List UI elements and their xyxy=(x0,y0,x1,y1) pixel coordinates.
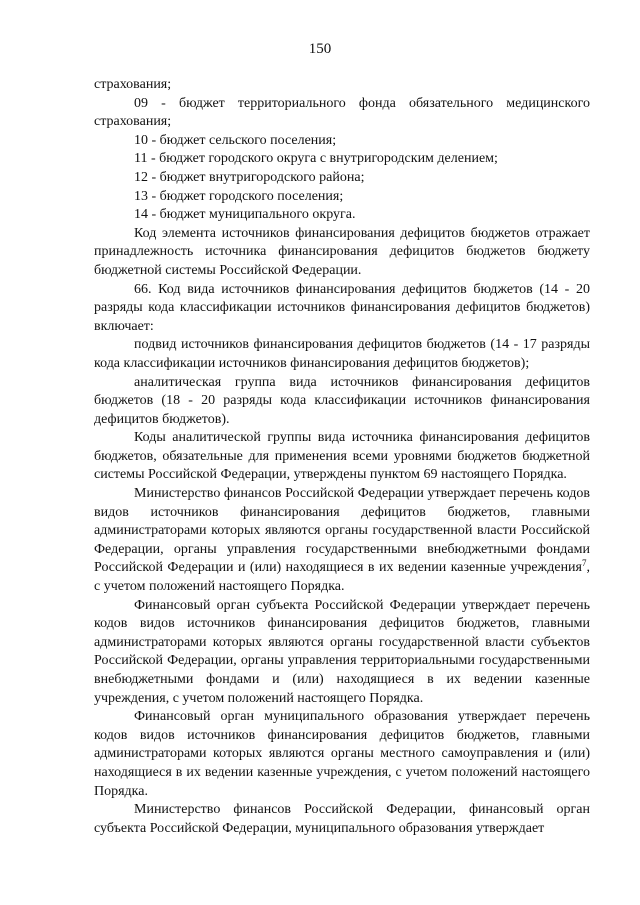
paragraph-codes-approved: Коды аналитической группы вида источника финансирования дефицитов бюджетов, обязательные для применения всеми уровнями бюджетов бюджетной системы Российской Федерации, утверждены пунктом 69 настоящего Порядка. xyxy=(94,430,590,483)
paragraph-ministry-finance xyxy=(94,485,590,597)
paragraph-66: 66. Код вида источников финансирования дефицитов бюджетов (14 - 20 разряды кода классификации источников финансирования дефицитов бюджетов) включает: xyxy=(94,281,590,334)
list-item-12: 12 - бюджет внутригородского района; xyxy=(134,169,365,185)
paragraph-municipal-finance: Финансовый орган муниципального образования утверждает перечень кодов видов источников финансирования дефицитов бюджетов, главными администраторами которых являются органы местного самоуправления и (или) находящиеся в их ведении казенные учреждения, с учетом положений настоящего Порядка. xyxy=(94,709,590,799)
paragraph-continuation: страхования; xyxy=(94,77,172,92)
paragraph-element-code: Код элемента источников финансирования дефицитов бюджетов отражает принадлежность источника финансирования дефицитов бюджетов бюджету бюджетной системы Российской Федерации. xyxy=(94,225,590,278)
list-item-10: 10 - бюджет сельского поселения; xyxy=(134,132,337,148)
list-item-09: 09 - бюджет территориального фонда обязательного медицинского страхования; xyxy=(94,95,590,130)
paragraph-subject-finance: Финансовый орган субъекта Российской Федерации утверждает перечень кодов видов источников финансирования дефицитов бюджетов, главными администраторами которых являются органы государственной власти субъектов Российской Федерации, органы управления территориальными государственными внебюджетными фондами и (или) находящиеся в их ведении казенные учреждения, с учетом положений настоящего Порядка. xyxy=(94,597,590,706)
document-body xyxy=(94,76,590,838)
paragraph-ministry-finance-text: Министерство финансов Российской Федерации утверждает перечень кодов видов источников финансирования дефицитов бюджетов, главными администраторами которых являются органы государственной власти Российской Федерации, органы управления государственными внебюджетными фондами Российской Федерации и (или) находящиеся в их ведении казенные учреждения xyxy=(94,486,590,576)
list-item-13: 13 - бюджет городского поселения; xyxy=(134,188,344,204)
paragraph-analytic-group: аналитическая группа вида источников финансирования дефицитов бюджетов (18 - 20 разряды кода классификации источников финансирования дефицитов бюджетов). xyxy=(94,374,590,427)
footnote-mark: 7 xyxy=(582,558,587,569)
page-number: 150 xyxy=(308,41,332,57)
paragraph-ministry-finance-tail: , с учетом положений настоящего Порядка. xyxy=(94,560,590,595)
paragraph-final: Министерство финансов Российской Федерации, финансовый орган субъекта Российской Федерации, муниципального образования утверждает xyxy=(94,802,590,836)
paragraph-subtype: подвид источников финансирования дефицитов бюджетов (14 - 17 разряды кода классификации источников финансирования дефицитов бюджетов); xyxy=(94,337,590,371)
list-item-11: 11 - бюджет городского округа с внутригородским делением; xyxy=(134,151,498,167)
list-item-14: 14 - бюджет муниципального округа. xyxy=(134,207,356,223)
